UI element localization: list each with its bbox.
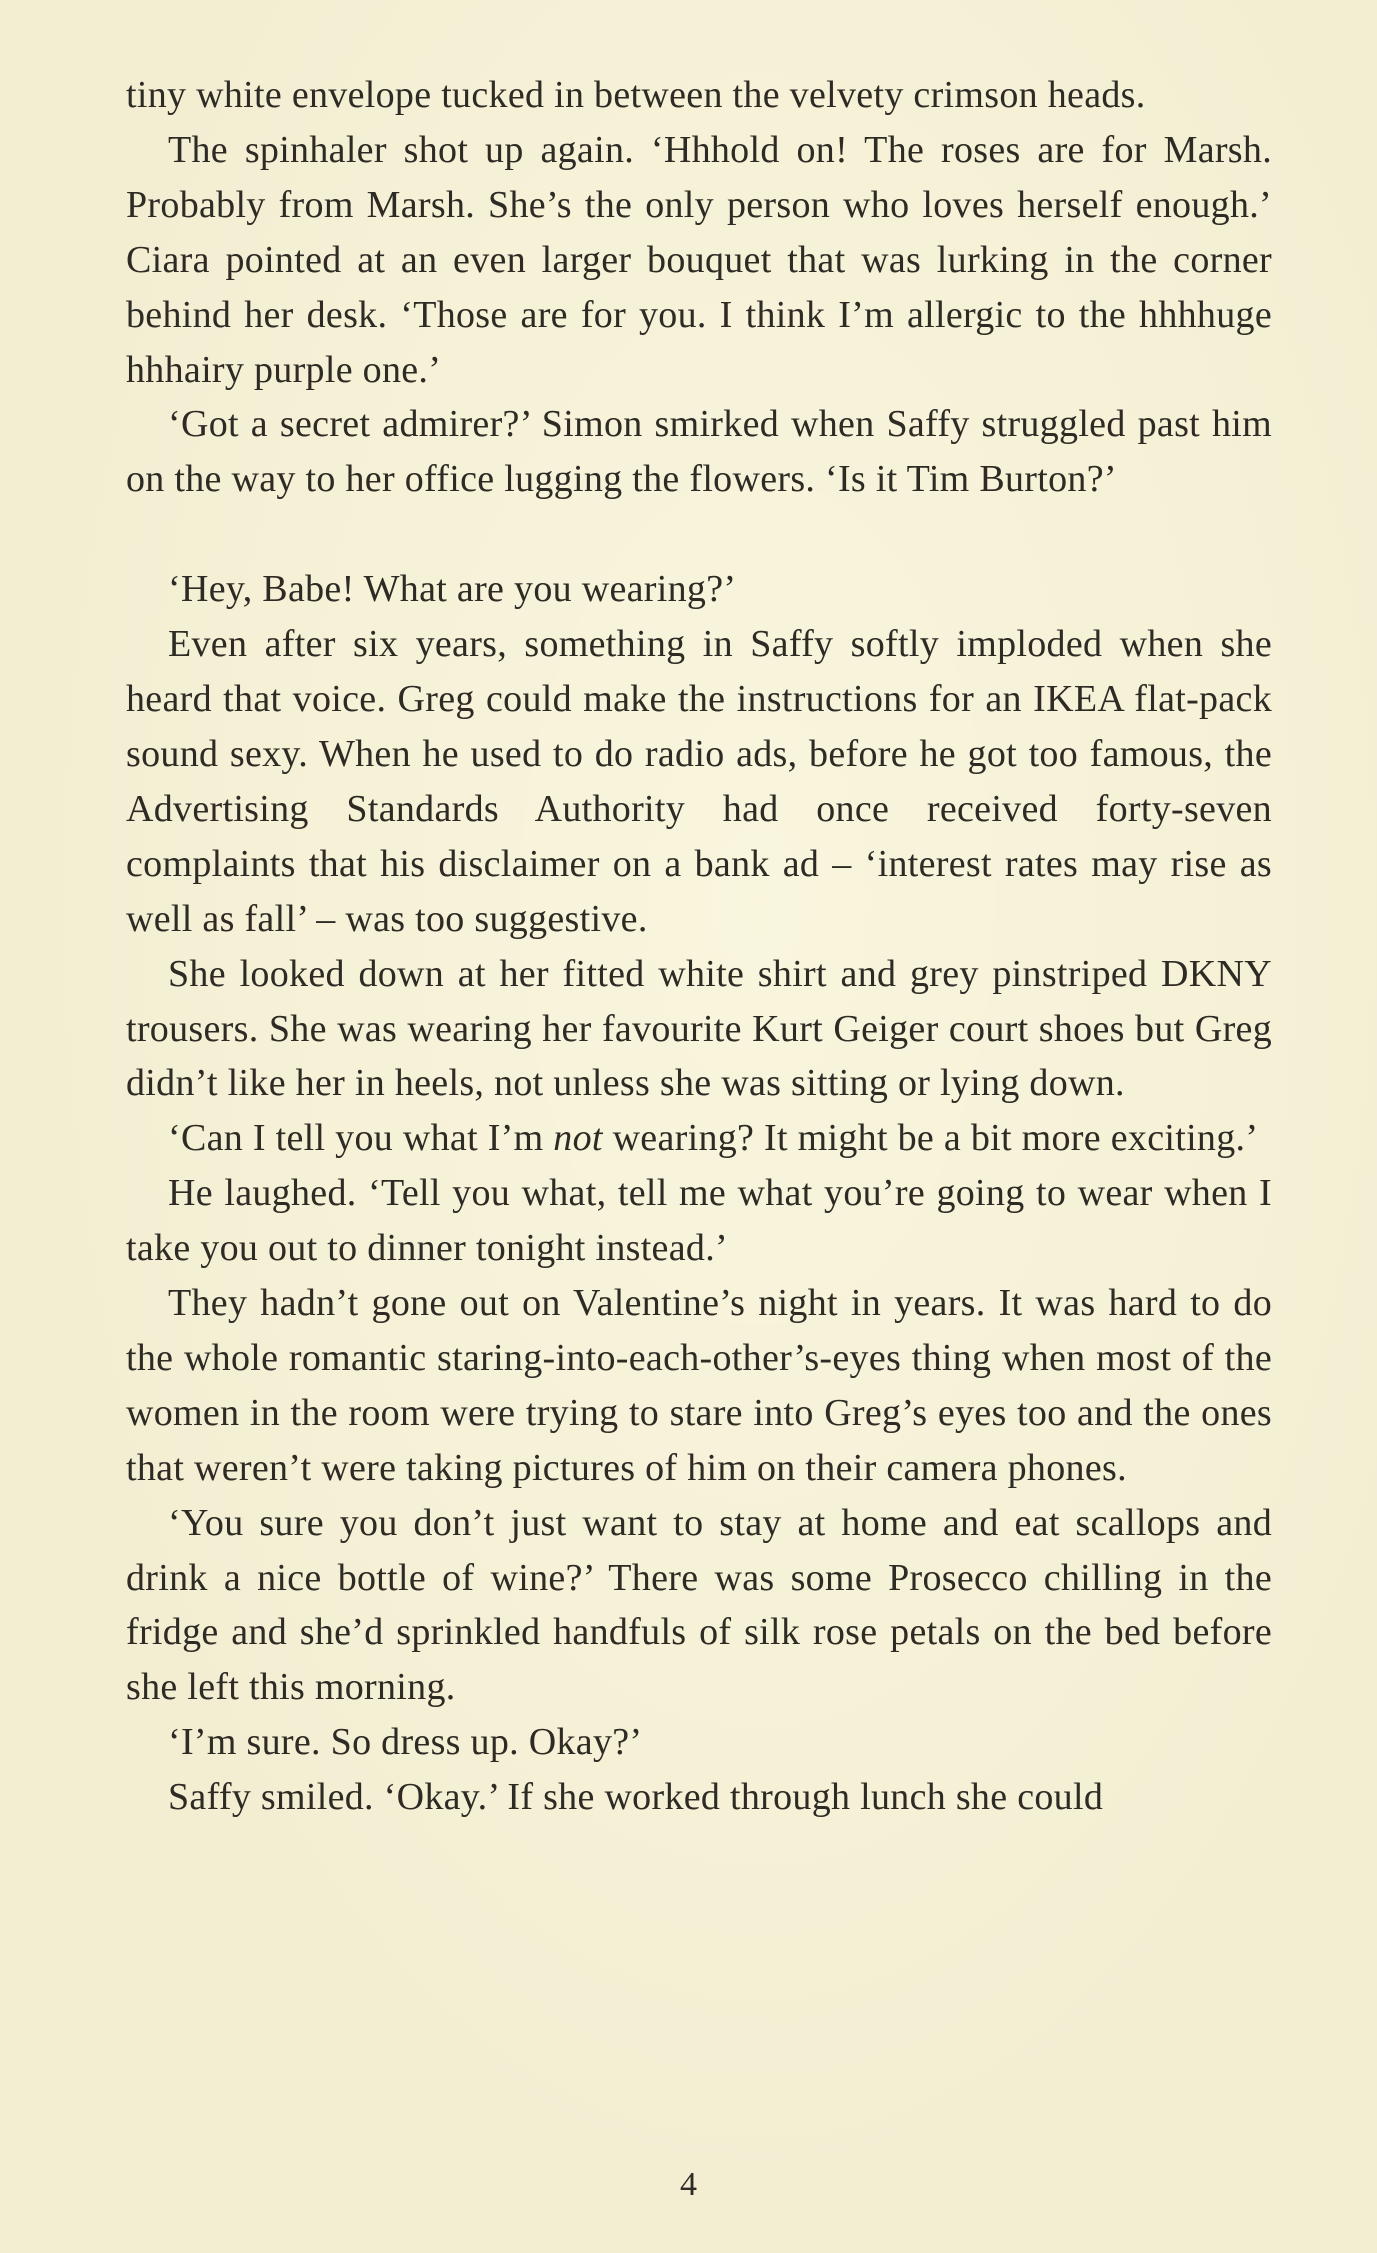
paragraph-11: ‘I’m sure. So dress up. Okay?’ [168,1721,643,1764]
paragraph-7-before: ‘Can I tell you what I’m [168,1117,554,1160]
paragraph-2: The spinhaler shot up again. ‘Hhhold on! The roses are for Marsh. Probably from Marsh. She’s the only person who loves herself enough.’ Ciara pointed at an even larger bouquet that was lurking in the corner behind her desk. ‘Those are for you. I think I’m allergic to the hhhhuge hhhairy purple one.’ [126,128,1272,391]
paragraph-10: ‘You sure you don’t just want to stay at home and eat scallops and drink a nice bottle of wine?’ There was some Prosecco chilling in the fridge and she’d sprinkled handfuls of silk rose petals on the bed before she left this morning. [126,1501,1272,1709]
paragraph-4: ‘Hey, Babe! What are you wearing?’ [168,568,737,611]
body-text [126,68,1272,1825]
paragraph-6: She looked down at her fitted white shirt and grey pinstriped DKNY trousers. She was wearing her favourite Kurt Geiger court shoes but Greg didn’t like her in heels, not unless she was sitting or lying down. [126,952,1272,1105]
paragraph-7-emphasis: not [553,1117,603,1160]
paragraph-7 [126,1111,1272,1166]
paragraph-7-after: wearing? It might be a bit more exciting.’ [602,1117,1259,1160]
paragraph-1: tiny white envelope tucked in between the velvety crimson heads. [126,74,1146,116]
paragraph-5: Even after six years, something in Saffy softly imploded when she heard that voice. Greg could make the instructions for an IKEA flat-pack sound sexy. When he used to do radio ads, before he got too famous, the Advertising Standards Authority had once received forty-seven complaints that his disclaimer on a bank ad – ‘interest rates may rise as well as fall’ – was too suggestive. [126,623,1272,940]
page-number: 4 [680,2166,697,2203]
paragraph-9: They hadn’t gone out on Valentine’s night in years. It was hard to do the whole romantic staring-into-each-other’s-eyes thing when most of the women in the room were trying to stare into Greg’s eyes too and the ones that weren’t were taking pictures of him on their camera phones. [126,1282,1272,1489]
paragraph-3: ‘Got a secret admirer?’ Simon smirked when Saffy struggled past him on the way to her office lugging the flowers. ‘Is it Tim Burton?’ [126,403,1272,501]
paragraph-8: He laughed. ‘Tell you what, tell me what you’re going to wear when I take you out to dinner tonight instead.’ [126,1172,1272,1270]
paragraph-12: Saffy smiled. ‘Okay.’ If she worked through lunch she could [168,1776,1104,1819]
